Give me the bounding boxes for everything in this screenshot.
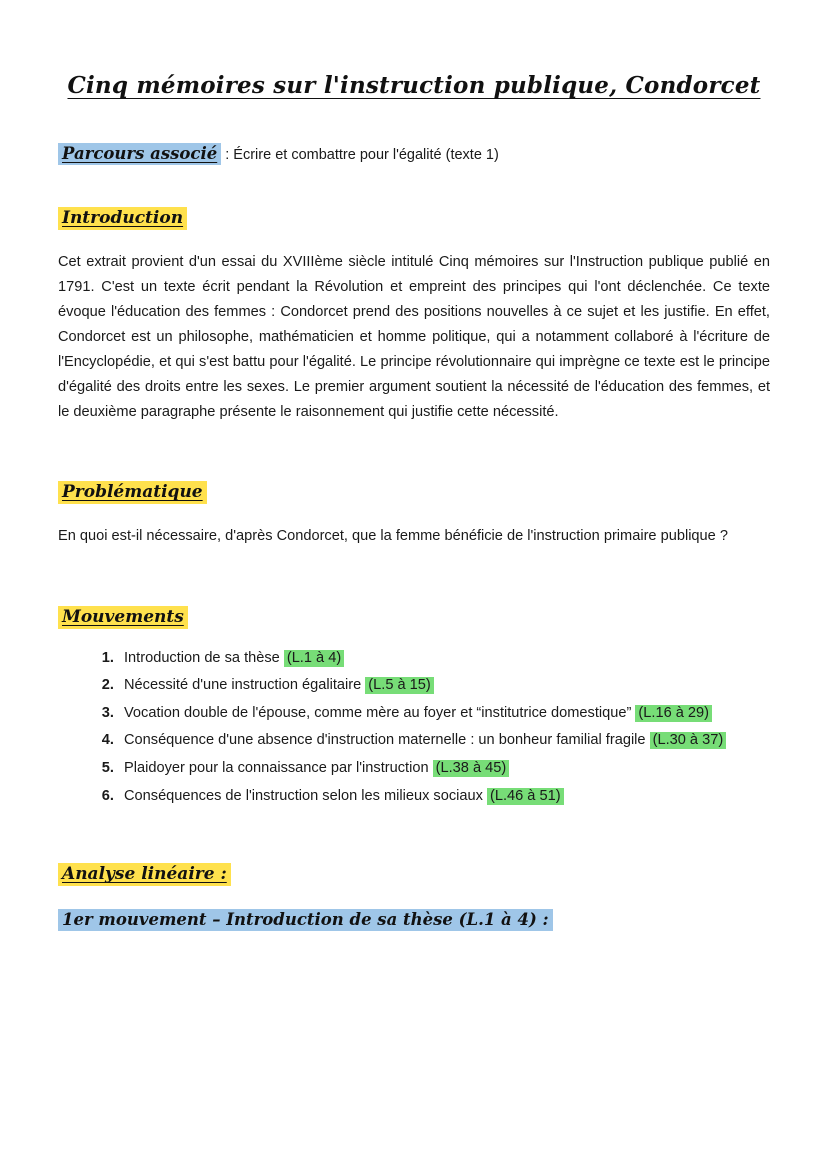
list-item — [118, 647, 770, 671]
mouvement-text: Conséquence d'une absence d'instruction maternelle : un bonheur familial fragile — [124, 732, 650, 749]
section-heading-problematique — [58, 481, 770, 504]
mouvement-text: Introduction de sa thèse — [124, 649, 284, 666]
mouvement-lines: (L.30 à 37) — [650, 732, 727, 749]
mouvement-text: Plaidoyer pour la connaissance par l'instruction — [124, 760, 433, 777]
mouvement-text: Nécessité d'une instruction égalitaire — [124, 677, 366, 694]
list-item — [118, 702, 770, 726]
problematique-heading-text: Problématique — [58, 481, 207, 504]
mouvements-heading-text: Mouvements — [58, 606, 188, 629]
mouvement-1-banner — [58, 910, 770, 930]
mouvement-lines: (L.38 à 45) — [433, 760, 510, 777]
parcours-associe-line — [58, 142, 770, 167]
introduction-paragraph: Cet extrait provient d'un essai du XVIIIème siècle intitulé Cinq mémoires sur l'Instruction publique publié en 1791. C'est un texte écrit pendant la Révolution et empreint des principes qui l'ont déclenchée. Ce texte évoque l'éducation des femmes : Condorcet prend des positions nouvelles à ce sujet et les justifie. En effet, Condorcet est un philosophe, mathématicien et homme politique, qui a notamment collaboré à l'écriture de l'Encyclopédie, et qui s'est battu pour l'égalité. Le principe révolutionnaire qui imprègne ce texte est le principe d'égalité des droits entre les sexes. Le premier argument soutient la nécessité de l'éducation des femmes, et le deuxième paragraphe présente le raisonnement qui justifie cette nécessité. — [58, 253, 770, 421]
section-heading-introduction — [58, 207, 770, 230]
list-item — [118, 757, 770, 781]
list-item — [118, 729, 770, 753]
mouvement-text: Vocation double de l'épouse, comme mère au foyer et “institutrice domestique” — [124, 704, 636, 721]
mouvement-text: Conséquences de l'instruction selon les milieux sociaux — [124, 787, 487, 804]
list-item — [118, 785, 770, 809]
section-heading-analyse-lineaire — [58, 864, 770, 884]
mouvement-lines: (L.1 à 4) — [284, 650, 344, 667]
mouvement-lines: (L.16 à 29) — [635, 705, 712, 722]
mouvement-lines: (L.5 à 15) — [365, 677, 433, 694]
parcours-associe-label: Parcours associé — [58, 143, 221, 165]
parcours-associe-text: : Écrire et combattre pour l'égalité (texte 1) — [221, 147, 499, 163]
mouvements-list — [58, 647, 770, 809]
mouvement-lines: (L.46 à 51) — [487, 788, 564, 805]
introduction-heading-text: Introduction — [58, 207, 187, 230]
analyse-heading-text: Analyse linéaire : — [58, 863, 231, 886]
problematique-paragraph: En quoi est-il nécessaire, d'après Condorcet, que la femme bénéficie de l'instruction primaire publique ? — [58, 528, 728, 545]
page-title: Cinq mémoires sur l'instruction publique, Condorcet — [67, 72, 761, 99]
section-heading-mouvements — [58, 606, 770, 629]
list-item — [118, 674, 770, 698]
mouvement-1-banner-text: 1er mouvement – Introduction de sa thèse (L.1 à 4) : — [58, 909, 553, 931]
